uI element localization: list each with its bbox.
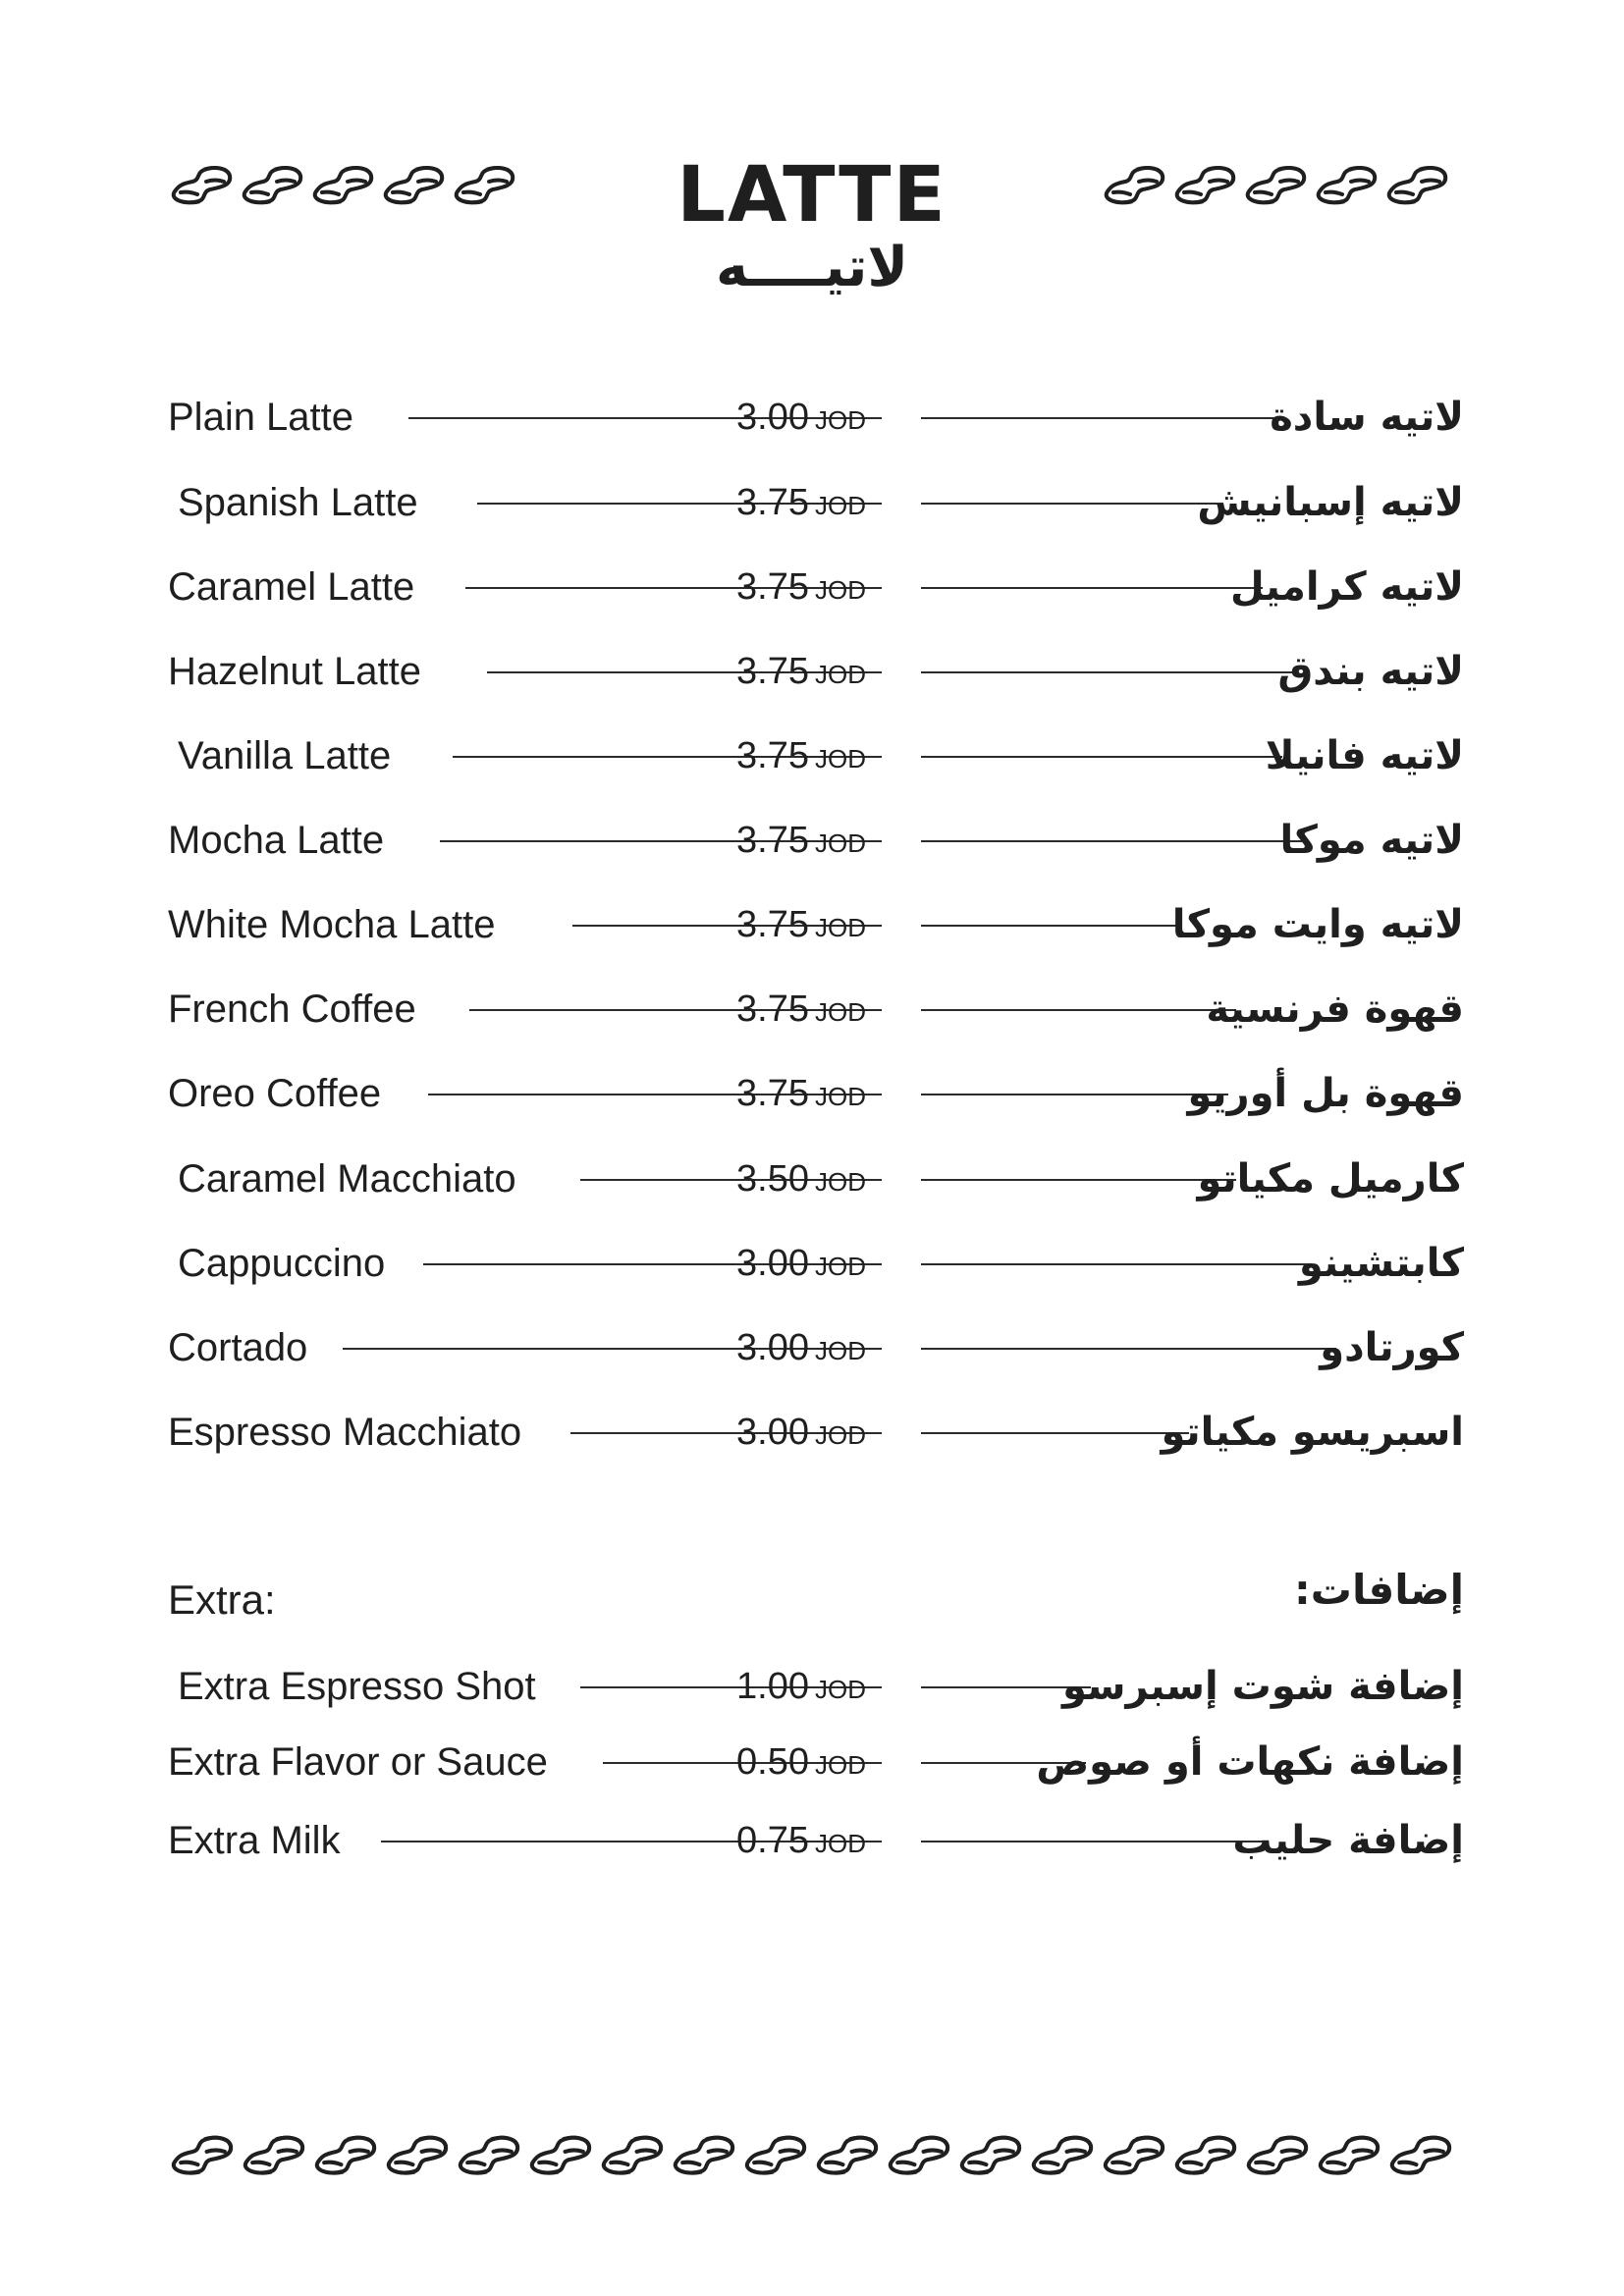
price-currency: JOD xyxy=(814,913,866,942)
coffee-bean-icon xyxy=(884,2130,953,2179)
menu-row xyxy=(168,1318,1464,1377)
price-value: 3.75 xyxy=(736,904,809,945)
item-name-english: White Mocha Latte xyxy=(168,903,496,946)
leader-line-right xyxy=(921,671,1295,673)
coffee-bean-icon xyxy=(740,2130,810,2179)
price-value: 3.75 xyxy=(736,735,809,776)
leader-line-right xyxy=(921,925,1179,927)
item-name-english: Mocha Latte xyxy=(168,819,385,862)
price-currency: JOD xyxy=(814,405,866,435)
menu-row xyxy=(168,1064,1464,1123)
price-currency: JOD xyxy=(814,1252,866,1281)
coffee-bean-icon xyxy=(1385,2130,1455,2179)
item-name-english: Caramel Macchiato xyxy=(178,1157,516,1201)
price-value: 3.75 xyxy=(736,651,809,692)
price-currency: JOD xyxy=(814,575,866,605)
price-value: 3.50 xyxy=(736,1158,809,1200)
menu-row xyxy=(168,980,1464,1039)
leader-line-right xyxy=(921,1179,1236,1181)
item-price xyxy=(736,642,866,709)
leader-line-right xyxy=(921,1263,1312,1265)
coffee-bean-icon xyxy=(239,2130,308,2179)
item-name-english: Hazelnut Latte xyxy=(168,650,421,693)
item-price xyxy=(736,1064,866,1131)
item-price xyxy=(736,1234,866,1301)
price-currency: JOD xyxy=(814,1167,866,1197)
coffee-bean-icon xyxy=(1170,2130,1240,2179)
leader-line-right xyxy=(921,1094,1228,1095)
item-price xyxy=(736,1811,866,1878)
menu-row xyxy=(168,642,1464,701)
item-price xyxy=(736,558,866,624)
price-value: 3.75 xyxy=(736,566,809,608)
leader-line-right xyxy=(921,503,1223,505)
item-name-english: Extra Espresso Shot xyxy=(178,1665,536,1708)
item-price xyxy=(736,895,866,962)
item-name-arabic: لاتيه بندق xyxy=(1277,649,1464,694)
item-price xyxy=(736,726,866,793)
item-name-arabic: إضافة حليب xyxy=(1232,1818,1464,1863)
menu-row xyxy=(168,473,1464,532)
item-name-arabic: لاتيه فانيلا xyxy=(1265,733,1464,778)
price-value: 1.00 xyxy=(736,1666,809,1707)
price-currency: JOD xyxy=(814,997,866,1027)
item-name-english: Cortado xyxy=(168,1326,308,1369)
leader-line-right xyxy=(921,587,1263,589)
item-name-arabic: لاتيه سادة xyxy=(1270,395,1464,440)
item-name-arabic: إضافة شوت إسبرسو xyxy=(1062,1664,1464,1709)
item-name-arabic: لاتيه وايت موكا xyxy=(1171,902,1464,947)
menu-row xyxy=(168,1234,1464,1293)
leader-line-right xyxy=(921,756,1282,758)
price-currency: JOD xyxy=(814,828,866,858)
item-price xyxy=(736,1403,866,1469)
menu-row xyxy=(168,1149,1464,1208)
price-value: 3.75 xyxy=(736,820,809,861)
coffee-bean-icon xyxy=(812,2130,882,2179)
item-name-arabic: لاتيه كراميل xyxy=(1230,564,1464,610)
item-name-arabic: كورتادو xyxy=(1320,1325,1464,1370)
menu-row xyxy=(168,1811,1464,1870)
item-price xyxy=(736,1657,866,1724)
price-value: 3.00 xyxy=(736,1243,809,1284)
extras-heading-arabic: إضافات: xyxy=(1293,1566,1464,1614)
menu-row xyxy=(168,1733,1464,1791)
price-value: 3.00 xyxy=(736,1327,809,1368)
coffee-bean-icon xyxy=(167,2130,237,2179)
menu-row xyxy=(168,811,1464,870)
item-name-english: Plain Latte xyxy=(168,396,354,439)
coffee-bean-icon xyxy=(1314,2130,1383,2179)
item-name-english: French Coffee xyxy=(168,988,416,1031)
price-currency: JOD xyxy=(814,491,866,520)
item-price xyxy=(736,388,866,454)
extras-heading: Extra: xyxy=(168,1576,276,1623)
leader-line-right xyxy=(921,1009,1236,1011)
menu-row xyxy=(168,388,1464,447)
item-name-arabic: قهوة بل أوريو xyxy=(1187,1071,1464,1116)
price-value: 3.75 xyxy=(736,482,809,523)
page-title-arabic: لاتيــــه xyxy=(715,236,909,299)
coffee-bean-icon xyxy=(1027,2130,1097,2179)
item-name-arabic: كابتشينو xyxy=(1298,1241,1464,1286)
price-value: 3.00 xyxy=(736,1412,809,1453)
price-currency: JOD xyxy=(814,744,866,774)
price-currency: JOD xyxy=(814,1336,866,1365)
menu-row xyxy=(168,1657,1464,1716)
price-currency: JOD xyxy=(814,1420,866,1450)
price-value: 3.00 xyxy=(736,397,809,438)
coffee-bean-icon xyxy=(525,2130,595,2179)
item-name-arabic: كارميل مكياتو xyxy=(1197,1156,1464,1201)
coffee-bean-icon xyxy=(310,2130,380,2179)
item-name-arabic: اسبريسو مكياتو xyxy=(1161,1410,1464,1455)
price-currency: JOD xyxy=(814,1750,866,1780)
item-price xyxy=(736,1149,866,1216)
price-value: 3.75 xyxy=(736,988,809,1030)
coffee-bean-icon xyxy=(669,2130,738,2179)
price-currency: JOD xyxy=(814,1829,866,1858)
menu-row xyxy=(168,895,1464,954)
leader-line-right xyxy=(921,840,1302,842)
leader-line-right xyxy=(921,1432,1189,1434)
price-value: 0.75 xyxy=(736,1820,809,1861)
price-value: 0.50 xyxy=(736,1741,809,1783)
item-name-english: Espresso Macchiato xyxy=(168,1411,522,1454)
coffee-bean-icon xyxy=(955,2130,1025,2179)
item-price xyxy=(736,980,866,1046)
coffee-bean-icon xyxy=(1242,2130,1312,2179)
item-price xyxy=(736,1733,866,1799)
menu-row xyxy=(168,1403,1464,1462)
price-value: 3.75 xyxy=(736,1073,809,1114)
coffee-bean-icon xyxy=(597,2130,667,2179)
item-price xyxy=(736,473,866,540)
item-name-english: Oreo Coffee xyxy=(168,1072,382,1115)
item-name-english: Extra Flavor or Sauce xyxy=(168,1740,548,1784)
item-name-english: Caramel Latte xyxy=(168,565,415,609)
price-currency: JOD xyxy=(814,660,866,689)
page-title: LATTE xyxy=(677,151,947,240)
item-name-arabic: إضافة نكهات أو صوص xyxy=(1036,1739,1464,1785)
price-currency: JOD xyxy=(814,1675,866,1704)
item-name-english: Extra Milk xyxy=(168,1819,341,1862)
price-currency: JOD xyxy=(814,1082,866,1111)
item-name-arabic: لاتيه إسبانيش xyxy=(1197,480,1464,525)
leader-line-right xyxy=(921,1841,1263,1842)
coffee-bean-icon xyxy=(454,2130,523,2179)
item-name-english: Vanilla Latte xyxy=(178,734,392,777)
item-name-arabic: قهوة فرنسية xyxy=(1206,987,1464,1032)
item-name-english: Spanish Latte xyxy=(178,481,418,524)
item-name-arabic: لاتيه موكا xyxy=(1279,818,1464,863)
menu-row xyxy=(168,558,1464,616)
bottom-bean-decoration xyxy=(167,2130,1455,2179)
leader-line-right xyxy=(921,417,1282,419)
coffee-bean-icon xyxy=(1099,2130,1168,2179)
menu-row xyxy=(168,726,1464,785)
leader-line-right xyxy=(921,1348,1336,1350)
item-price xyxy=(736,1318,866,1385)
item-name-english: Cappuccino xyxy=(178,1242,386,1285)
item-price xyxy=(736,811,866,878)
coffee-bean-icon xyxy=(382,2130,452,2179)
